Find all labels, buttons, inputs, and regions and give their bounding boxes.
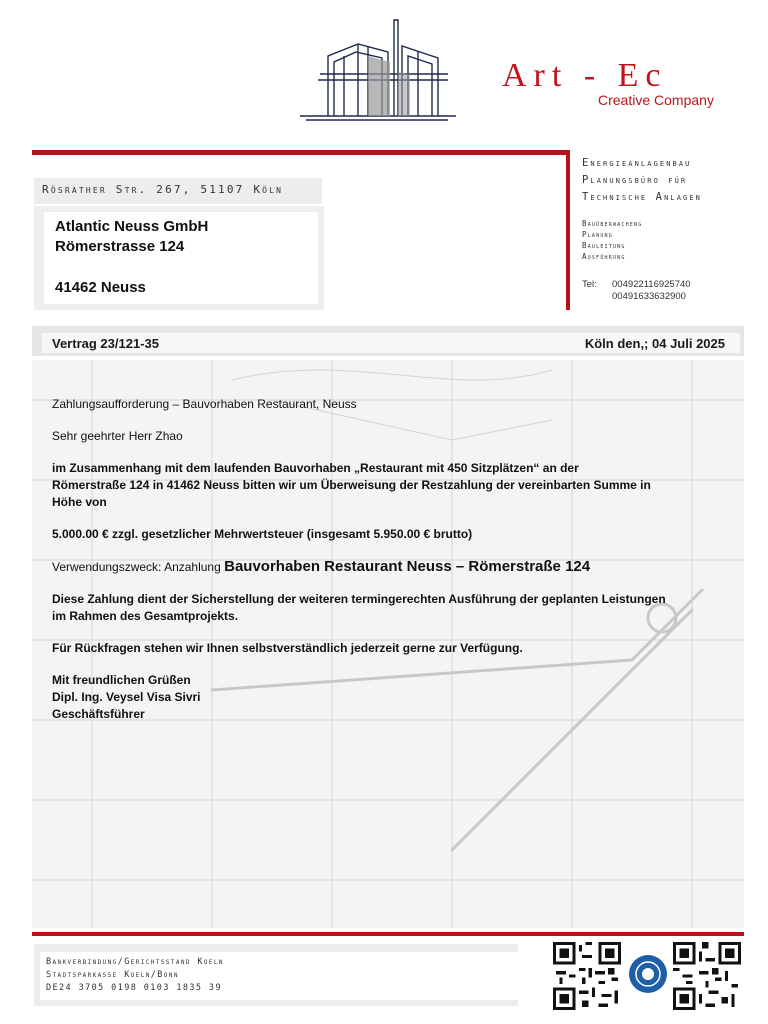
purpose-label: Verwendungszweck: Anzahlung	[52, 560, 221, 574]
bank-line: Stadtsparkasse Koeln/Bonn	[46, 970, 179, 980]
company-service-item: Planung	[582, 230, 613, 239]
letter-subject: Zahlungsaufforderung – Bauvorhaben Restaurant, Neuss	[52, 397, 357, 411]
recipient-street: Römerstrasse 124	[55, 238, 185, 255]
sender-return-address: Rösrather Str. 267, 51107 Köln	[42, 183, 284, 196]
company-title-line: Energieanlagenbau	[582, 157, 692, 169]
company-service-item: Bauleitung	[582, 241, 626, 250]
header-vertical-divider	[566, 150, 570, 310]
eco-label-badge-icon	[628, 954, 668, 994]
qr-code-icon[interactable]	[672, 942, 742, 1010]
brand	[502, 57, 742, 108]
brand-tagline: Creative Company	[598, 92, 714, 108]
company-service-item: Bauüberwacheng	[582, 219, 643, 228]
letter-closing: Mit freundlichen Grüßen	[52, 673, 191, 687]
letter-paragraph: Diese Zahlung dient der Sicherstellung der weiteren termingerechten Ausführung der geplanten Leistungen im Rahmen des Gesamtprojekts.	[52, 592, 666, 623]
signer-name: Dipl. Ing. Veysel Visa Sivri	[52, 690, 201, 704]
bank-line: Bankverbindung/Gerichtsstand Koeln	[46, 957, 224, 967]
company-info	[582, 155, 762, 262]
signer-title: Geschäftsführer	[52, 707, 145, 721]
letter-date: Köln den,; 04 Juli 2025	[584, 336, 725, 351]
letter-paragraph: Für Rückfragen stehen wir Ihnen selbstverständlich jederzeit gerne zur Verfügung.	[52, 641, 523, 655]
letter-paragraph: im Zusammenhang mit dem laufenden Bauvorhaben „Restaurant mit 450 Sitzplätzen“ an der Römerstraße 124 in 41462 Neuss bitten wir um Überweisung der Restzahlung der vereinbarten Summe in Höhe von	[52, 461, 651, 509]
header-divider	[32, 150, 570, 155]
company-service-item: Ausführung	[582, 252, 626, 261]
recipient-city: 41462 Neuss	[55, 279, 146, 296]
recipient-company: Atlantic Neuss GmbH	[55, 218, 209, 235]
brand-name: Art - Ec	[502, 57, 668, 94]
company-title-line: Technische Anlagen	[582, 191, 702, 203]
company-services	[582, 218, 762, 262]
letter-amount: 5.000.00 € zzgl. gesetzlicher Mehrwertsteuer (insgesamt 5.950.00 € brutto)	[52, 527, 473, 541]
company-tel-number: 004922116925740	[612, 279, 691, 290]
company-tel-label: Tel:	[582, 279, 597, 290]
letter-signature	[52, 672, 702, 723]
footer-divider	[32, 932, 744, 936]
purpose-value: Bauvorhaben Restaurant Neuss – Römerstraße 124	[224, 558, 591, 575]
bank-iban: DE24 3705 0198 0103 1835 39	[46, 983, 222, 993]
letter-salutation: Sehr geehrter Herr Zhao	[52, 429, 183, 443]
company-title-line: Planungsbüro für	[582, 174, 688, 186]
qr-code-icon[interactable]	[552, 942, 622, 1010]
letter-text	[52, 396, 702, 738]
company-tel-number: 00491633632900	[612, 291, 686, 302]
contract-number: Vertrag 23/121-35	[52, 336, 159, 351]
letter-purpose	[52, 558, 702, 576]
building-logo-icon	[298, 16, 458, 122]
